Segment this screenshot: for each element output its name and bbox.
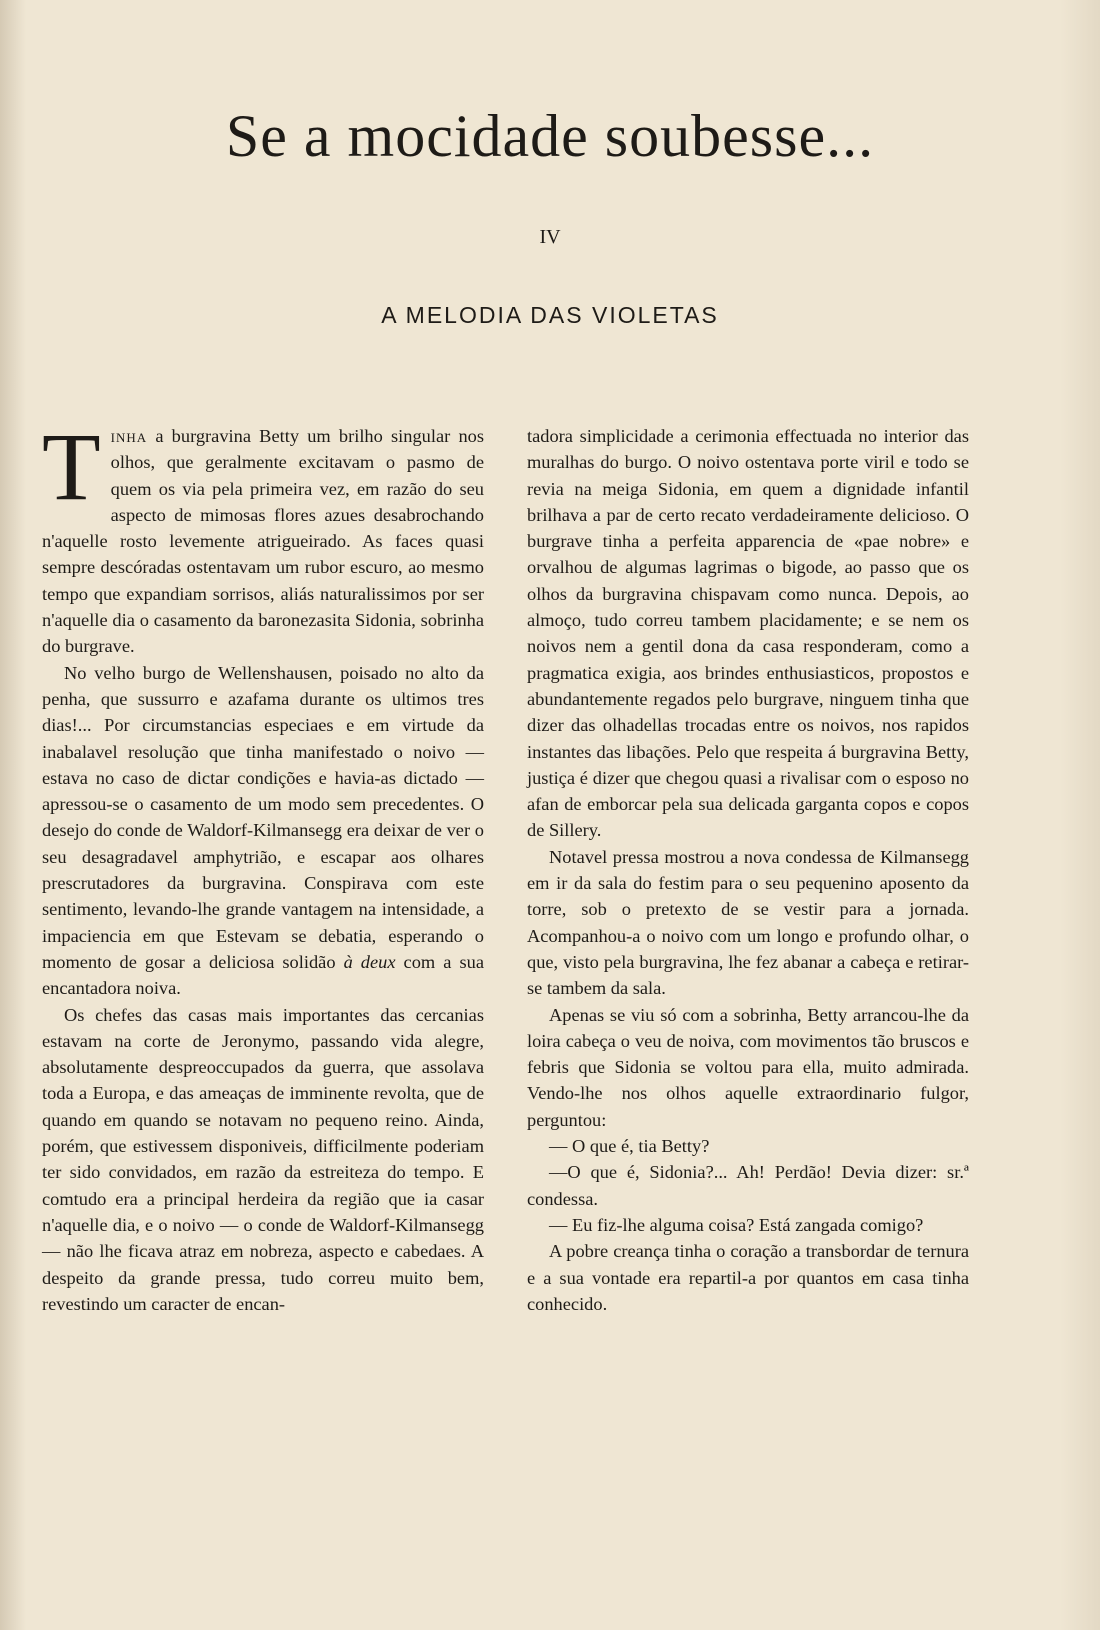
paragraph-2-text-end: com a sua encantadora noiva. bbox=[42, 951, 484, 999]
drop-cap: T bbox=[42, 413, 101, 520]
chapter-number: IV bbox=[539, 226, 561, 248]
paragraph-1 bbox=[42, 413, 484, 660]
paragraph-6: Apenas se viu só com a sobrinha, Betty arrancou-lhe da loira cabeça o veu de noiva, com movimentos tão bruscos e febris que Sidonia se voltou para ella, muito admirada. Vendo-lhe nos olhos aquelle extraordinario fulgor, perguntou: bbox=[527, 1004, 969, 1130]
paragraph-5: Notavel pressa mostrou a nova condessa de Kilmansegg em ir da sala do festim para o seu pequenino aposento da torre, sob o pretexto de se vestir para a jornada. Acompanhou-a o noivo com um longo e profundo olhar, o que, visto pela burgravina, lhe fez abanar a cabeça e retirar-se tambem da sala. bbox=[527, 846, 969, 999]
paragraph-2-italic: à deux bbox=[343, 951, 396, 972]
dialogue-line-1: — O que é, tia Betty? bbox=[549, 1136, 710, 1157]
right-column bbox=[527, 423, 969, 1317]
paragraph-1-text: a burgravina Betty um brilho singular nos olhos, que geralmente excitavam o pasmo de quem os via pela primeira vez, em razão do seu aspecto de mimosas flores azues desabrochando n'aquelle rosto levemente atrigueirado. As faces quasi sempre descóradas ostentavam um rubor escuro, ao mesmo tempo que expandiam sorrisos, aliás naturalissimos por ser n'aquelle dia o casamento da baronezasita Sidonia, sobrinha do burgrave. bbox=[42, 426, 484, 657]
chapter-subtitle: A MELODIA DAS VIOLETAS bbox=[381, 302, 719, 328]
dialogue-line-3: — Eu fiz-lhe alguma coisa? Está zangada comigo? bbox=[549, 1214, 924, 1235]
paragraph-2 bbox=[42, 660, 484, 1002]
page-title: Se a mocidade soubesse... bbox=[225, 103, 875, 169]
paragraph-4: tadora simplicidade a cerimonia effectuada no interior das muralhas do burgo. O noivo ostentava porte viril e todo se revia na meiga Sidonia, em quem a dignidade infantil brilhava a par de certo recato verdadeiramente delicioso. O burgrave tinha a perfeita apparencia de «pae nobre» e orvalhou de algumas lagrimas o bigode, ao passo que os olhos da burgravina chispavam como nunca. Depois, ao almoço, tudo correu tambem placidamente; e se nem os noivos nem a gentil dona da casa responderam, como a pragmatica exigia, aos brindes enthusiasticos, propostos e abundantemente regados pelo burgrave, ninguem tinha que dizer das olhadellas trocadas entre os noivos, nos rapidos instantes das libações. Pelo que respeita á burgravina Betty, justiça é dizer que chegou quasi a rivalisar com o esposo no afan de emborcar pela sua delicada garganta copos e copos de Sillery. bbox=[527, 426, 969, 841]
drop-cap-continuation: inha bbox=[110, 426, 148, 446]
paragraph-7: A pobre creança tinha o coração a transbordar de ternura e a sua vontade era repartil-a por quantos em casa tinha conhecido. bbox=[527, 1241, 969, 1314]
paragraph-2-text: No velho burgo de Wellenshausen, poisado no alto da penha, que sussurro e azafama durante os ultimos tres dias!... Por circumstancias especiaes e em virtude da inabalavel resolução que tinha manifestado o noivo — estava no caso de dictar condições e havia-as dictado — apressou-se o casamento de um modo sem precedentes. O desejo do conde de Waldorf-Kilmansegg era deixar de ver o seu desagradavel amphytrião, e escapar aos olhares prescrutadores da burgravina. Conspirava com este sentimento, levando-lhe grande vantagem na intensidade, a impaciencia em que Estevam se debatia, esperando o momento de gosar a deliciosa solidão bbox=[42, 662, 484, 972]
left-column bbox=[42, 413, 484, 1317]
paragraph-3: Os chefes das casas mais importantes das cercanias estavam na corte de Jeronymo, passando vida alegre, absolutamente despreoccupados da guerra, que assolava toda a Europa, e das ameaças de imminente revolta, que de quando em quando se notavam no pequeno reino. Ainda, porém, que estivessem disponiveis, difficilmente poderiam ter sido convidados, em razão da estreiteza do tempo. E comtudo era a principal herdeira da região que ia casar n'aquelle dia, e o noivo — o conde de Waldorf-Kilmansegg — não lhe ficava atraz em nobreza, aspecto e cabedaes. A despeito da grande pressa, tudo correu muito bem, revestindo um caracter de encan- bbox=[42, 1004, 484, 1314]
dialogue-line-2: —O que é, Sidonia?... Ah! Perdão! Devia dizer: sr.ª condessa. bbox=[527, 1162, 969, 1209]
